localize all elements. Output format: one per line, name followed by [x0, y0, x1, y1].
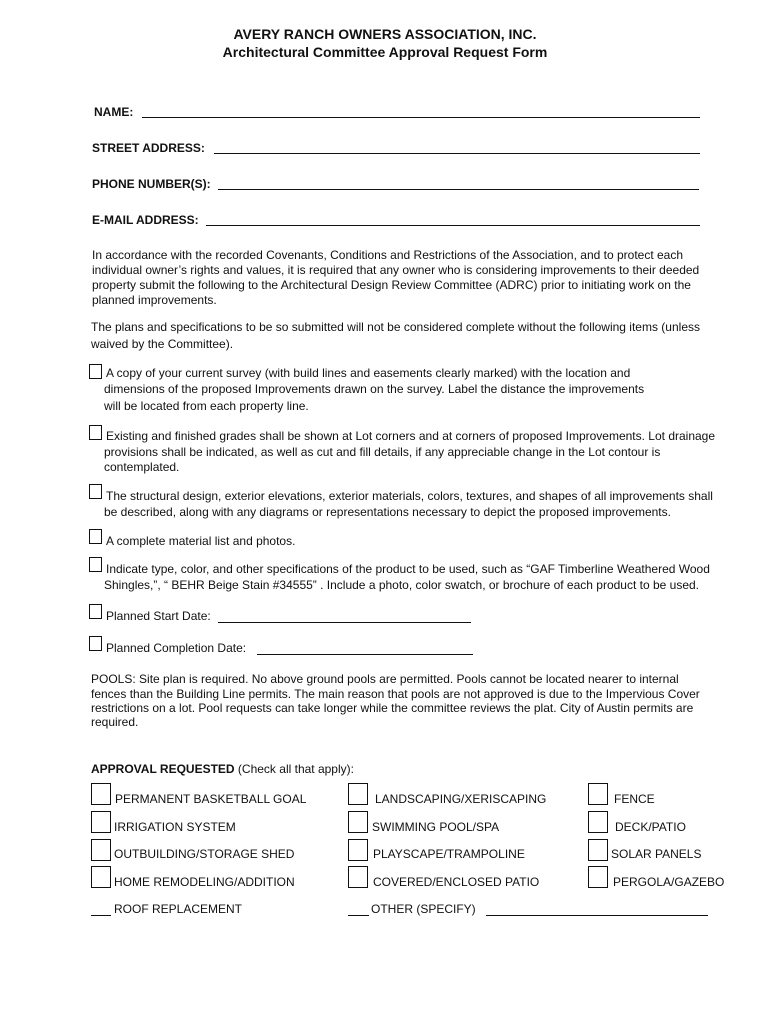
deck-patio-label: DECK/PATIO [615, 820, 686, 834]
other-blank[interactable] [348, 903, 369, 916]
plans-line-1: The plans and specifications to be so submitted will not be considered complete without the following items (unless [91, 320, 700, 334]
roof-replacement-blank[interactable] [91, 903, 111, 916]
roof-replacement-label: ROOF REPLACEMENT [114, 902, 243, 916]
intro-line-1: In accordance with the recorded Covenants, Conditions and Restrictions of the Association, and to protect each [92, 248, 684, 262]
fence-checkbox[interactable] [588, 783, 608, 805]
phone-label: PHONE NUMBER(S): [92, 177, 211, 191]
irrigation-checkbox[interactable] [91, 811, 111, 833]
approval-heading-label: APPROVAL REQUESTED [91, 762, 235, 776]
start-date-field[interactable] [218, 610, 471, 623]
survey-line-2: dimensions of the proposed Improvements drawn on the survey. Label the distance the improvements [104, 382, 645, 396]
completion-date-label: Planned Completion Date: [106, 641, 247, 655]
approval-heading [91, 762, 354, 776]
pools-line-3: restrictions on a lot. Pool requests can take longer while the committee reviews the plat. City of Austin permits are [91, 701, 694, 715]
grades-line-1: Existing and finished grades shall be shown at Lot corners and at corners of proposed Improvements. Lot drainage [106, 429, 716, 443]
form-title: Architectural Committee Approval Request Form [222, 44, 548, 60]
survey-checkbox[interactable] [89, 364, 102, 379]
pools-line-4: required. [91, 715, 139, 729]
playscape-label: PLAYSCAPE/TRAMPOLINE [373, 847, 525, 861]
street-address-label: STREET ADDRESS: [92, 141, 205, 155]
material-line: A complete material list and photos. [106, 534, 296, 548]
type-line-2: Shingles,”, “ BEHR Beige Stain #34555” . Include a photo, color swatch, or brochure of each product to be used. [104, 578, 700, 592]
irrigation-label: IRRIGATION SYSTEM [114, 820, 236, 834]
intro-line-2: individual owner’s rights and values, it is required that any owner who is considering improvements to their deeded [92, 263, 700, 277]
swimming-pool-checkbox[interactable] [348, 811, 368, 833]
completion-date-checkbox[interactable] [89, 636, 102, 651]
email-label: E-MAIL ADDRESS: [92, 213, 199, 227]
pools-line-2: fences than the Building Line permits. The main reason that pools are not approved is due to the Impervious Cover [91, 687, 700, 701]
survey-line-1: A copy of your current survey (with build lines and easements clearly marked) with the location and [106, 366, 631, 380]
plans-line-2: waived by the Committee). [91, 337, 234, 351]
type-line-1: Indicate type, color, and other specifications of the product to be used, such as “GAF Timberline Weathered Wood [106, 562, 710, 576]
material-checkbox[interactable] [89, 529, 102, 544]
fence-label: FENCE [614, 792, 655, 806]
survey-line-3: will be located from each property line. [104, 399, 309, 413]
grades-line-3: contemplated. [104, 460, 180, 474]
start-date-checkbox[interactable] [89, 604, 102, 619]
approval-heading-note: (Check all that apply): [237, 762, 354, 776]
email-field[interactable] [206, 213, 700, 226]
covered-patio-label: COVERED/ENCLOSED PATIO [373, 875, 540, 889]
pools-line-1: POOLS: Site plan is required. No above ground pools are permitted. Pools cannot be located nearer to internal [91, 672, 679, 686]
landscaping-checkbox[interactable] [348, 783, 368, 805]
street-address-field[interactable] [214, 141, 700, 154]
covered-patio-checkbox[interactable] [348, 866, 368, 888]
intro-line-4: planned improvements. [92, 293, 217, 307]
other-specify-field[interactable] [486, 903, 708, 916]
deck-patio-checkbox[interactable] [588, 811, 608, 833]
grades-checkbox[interactable] [89, 425, 102, 440]
structural-checkbox[interactable] [89, 484, 102, 499]
playscape-checkbox[interactable] [348, 839, 368, 861]
name-label: NAME: [94, 105, 134, 119]
completion-date-field[interactable] [257, 642, 473, 655]
name-field[interactable] [142, 105, 700, 118]
other-label: OTHER (SPECIFY) [371, 902, 476, 916]
basketball-goal-checkbox[interactable] [91, 783, 111, 805]
grades-line-2: provisions shall be indicated, as well as cut and fill details, if any appreciable change in the Lot contour is [104, 445, 661, 459]
type-checkbox[interactable] [89, 557, 102, 572]
pergola-label: PERGOLA/GAZEBO [613, 875, 725, 889]
swimming-pool-label: SWIMMING POOL/SPA [372, 820, 500, 834]
start-date-label: Planned Start Date: [106, 609, 211, 623]
structural-line-1: The structural design, exterior elevations, exterior materials, colors, textures, and shapes of all improvements shall [106, 489, 713, 503]
outbuilding-checkbox[interactable] [91, 839, 111, 861]
intro-line-3: property submit the following to the Architectural Design Review Committee (ADRC) prior to initiating work on the [92, 278, 691, 292]
org-title: AVERY RANCH OWNERS ASSOCIATION, INC. [233, 26, 537, 42]
remodeling-checkbox[interactable] [91, 866, 111, 888]
solar-panels-checkbox[interactable] [588, 839, 608, 861]
solar-panels-label: SOLAR PANELS [611, 847, 702, 861]
landscaping-label: LANDSCAPING/XERISCAPING [375, 792, 547, 806]
pergola-checkbox[interactable] [588, 866, 608, 888]
structural-line-2: be described, along with any diagrams or representations necessary to depict the proposed improvements. [104, 505, 671, 519]
outbuilding-label: OUTBUILDING/STORAGE SHED [114, 847, 295, 861]
basketball-goal-label: PERMANENT BASKETBALL GOAL [115, 792, 307, 806]
phone-field[interactable] [218, 177, 699, 190]
remodeling-label: HOME REMODELING/ADDITION [114, 875, 295, 889]
